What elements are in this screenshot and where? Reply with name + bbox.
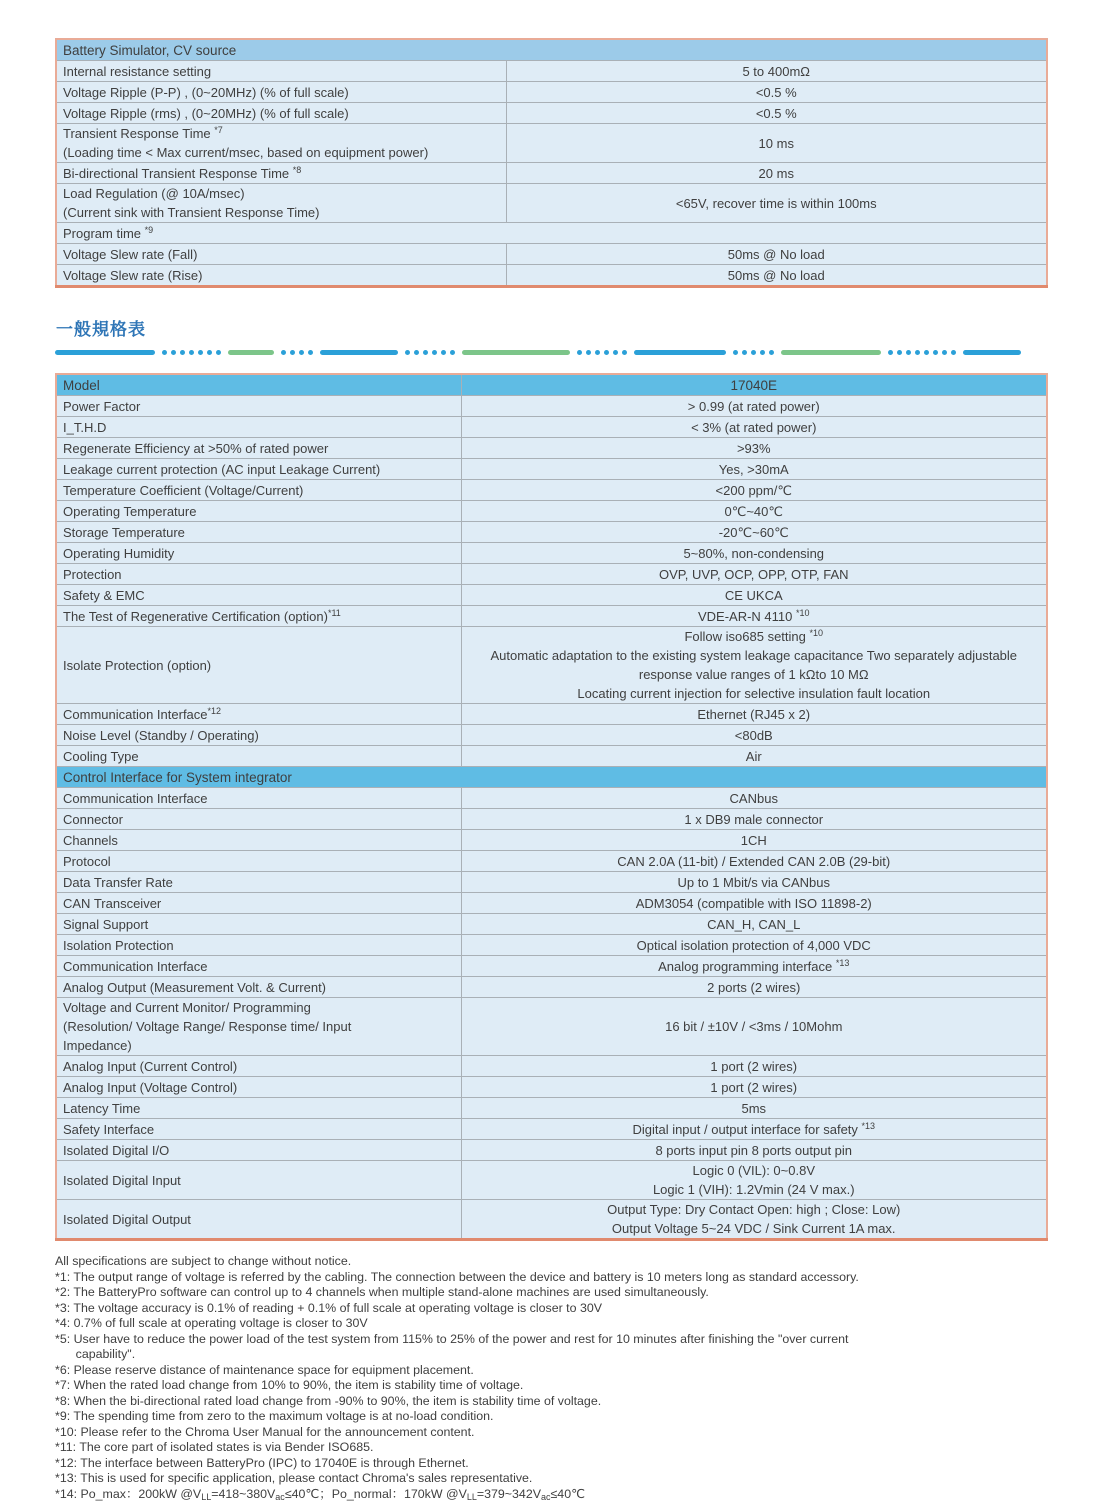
- spec-label-cell: Isolate Protection (option): [56, 627, 461, 704]
- spec-row: [56, 1161, 1047, 1200]
- spec-label-cell: Storage Temperature: [56, 522, 461, 543]
- divider-dot: [308, 350, 313, 355]
- spec-row: [56, 1077, 1047, 1098]
- divider-bar: [228, 350, 274, 355]
- spec-row: [56, 872, 1047, 893]
- general-spec-table: [55, 373, 1048, 1241]
- divider-bar: [634, 350, 726, 355]
- spec-row: [56, 103, 1047, 124]
- spec-label-cell: Analog Input (Voltage Control): [56, 1077, 461, 1098]
- divider-dot: [162, 350, 167, 355]
- divider-dot: [888, 350, 893, 355]
- spec-row: [56, 725, 1047, 746]
- divider-dot: [290, 350, 295, 355]
- divider-dot: [577, 350, 582, 355]
- spec-row: [56, 543, 1047, 564]
- spec-value-cell: <80dB: [461, 725, 1047, 746]
- spec-row: [56, 82, 1047, 103]
- spec-row: [56, 977, 1047, 998]
- footnote-line: *11: The core part of isolated states is via Bender ISO685.: [55, 1440, 1048, 1456]
- spec-value-cell: Follow iso685 setting $^{*10}$ Automatic adaptation to the existing system leakage capacitance Two separately adjustable response value ranges of 1 kΩto 10 MΩ Locating current injection for selective insulation fault location: [461, 627, 1047, 704]
- divider-dot: [216, 350, 221, 355]
- spec-label-cell: Isolation Protection: [56, 935, 461, 956]
- spec-row: [56, 998, 1047, 1056]
- spec-row: [56, 956, 1047, 977]
- spec-label-cell: Transient Response Time $^{*7}$ (Loading time < Max current/msec, based on equipment power): [56, 124, 506, 163]
- spec-label-cell: Voltage and Current Monitor/ Programming (Resolution/ Voltage Range/ Response time/ Input Impedance): [56, 998, 461, 1056]
- spec-label-cell: Protocol: [56, 851, 461, 872]
- spec-label-cell: Safety Interface: [56, 1119, 461, 1140]
- footnote-line: All specifications are subject to change without notice.: [55, 1254, 1048, 1270]
- spec-label-cell: Safety & EMC: [56, 585, 461, 606]
- spec-row: [56, 830, 1047, 851]
- spec-row: [56, 1140, 1047, 1161]
- spec-value-cell: > 0.99 (at rated power): [461, 396, 1047, 417]
- divider-bar: [55, 350, 155, 355]
- divider-dot: [423, 350, 428, 355]
- spec-value-cell: Yes, >30mA: [461, 459, 1047, 480]
- spec-label-cell: Channels: [56, 830, 461, 851]
- spec-row: [56, 459, 1047, 480]
- divider-dot: [299, 350, 304, 355]
- spec-value-cell: <200 ppm/℃: [461, 480, 1047, 501]
- spec-label-cell: Operating Temperature: [56, 501, 461, 522]
- spec-row: [56, 585, 1047, 606]
- spec-label-cell: The Test of Regenerative Certification (option)$^{*11}$: [56, 606, 461, 627]
- spec-value-cell: 5 to 400mΩ: [506, 61, 1047, 82]
- spec-row: [56, 244, 1047, 265]
- divider-dot: [586, 350, 591, 355]
- divider-dot: [595, 350, 600, 355]
- spec-value-cell: Analog programming interface $^{*13}$: [461, 956, 1047, 977]
- divider-dot: [897, 350, 902, 355]
- spec-value-cell: 0℃~40℃: [461, 501, 1047, 522]
- model-header-row: [56, 374, 1047, 396]
- spec-value-cell: 16 bit / ±10V / <3ms / 10Mohm: [461, 998, 1047, 1056]
- spec-label-cell: Connector: [56, 809, 461, 830]
- footnote-line: *2: The BatteryPro software can control up to 4 channels when multiple stand-alone machines are used simultaneously.: [55, 1285, 1048, 1301]
- divider-bar: [462, 350, 570, 355]
- divider-dot: [281, 350, 286, 355]
- divider-dot: [742, 350, 747, 355]
- spec-label-cell: Voltage Ripple (P-P) , (0~20MHz) (% of full scale): [56, 82, 506, 103]
- spec-value-cell: -20℃~60℃: [461, 522, 1047, 543]
- footnote-line: *10: Please refer to the Chroma User Manual for the announcement content.: [55, 1425, 1048, 1441]
- spec-value-cell: Optical isolation protection of 4,000 VDC: [461, 935, 1047, 956]
- footnotes: [55, 1254, 1048, 1502]
- spec-value-cell: Output Type: Dry Contact Open: high ; Close: Low) Output Voltage 5~24 VDC / Sink Current 1A max.: [461, 1200, 1047, 1240]
- footnote-line: *3: The voltage accuracy is 0.1% of reading + 0.1% of full scale at operating voltage is closer to 30V: [55, 1301, 1048, 1317]
- spec-label-cell: Load Regulation (@ 10A/msec) (Current sink with Transient Response Time): [56, 184, 506, 223]
- footnote-line: *12: The interface between BatteryPro (IPC) to 17040E is through Ethernet.: [55, 1456, 1048, 1472]
- spec-row: [56, 606, 1047, 627]
- spec-value-cell: CAN 2.0A (11-bit) / Extended CAN 2.0B (29-bit): [461, 851, 1047, 872]
- spec-label-cell: Operating Humidity: [56, 543, 461, 564]
- spec-value-cell: < 3% (at rated power): [461, 417, 1047, 438]
- spec-label-cell: Leakage current protection (AC input Leakage Current): [56, 459, 461, 480]
- divider-dot: [733, 350, 738, 355]
- spec-label-cell: Internal resistance setting: [56, 61, 506, 82]
- spec-label-cell: Signal Support: [56, 914, 461, 935]
- divider-dot: [760, 350, 765, 355]
- spec-value-cell: 20 ms: [506, 163, 1047, 184]
- divider-dot: [207, 350, 212, 355]
- spec-value-cell: CAN_H, CAN_L: [461, 914, 1047, 935]
- divider-dot: [180, 350, 185, 355]
- spec-label-cell: Regenerate Efficiency at >50% of rated power: [56, 438, 461, 459]
- spec-row: [56, 480, 1047, 501]
- divider-dot: [432, 350, 437, 355]
- spec-value-cell: 1 port (2 wires): [461, 1056, 1047, 1077]
- spec-label-cell: CAN Transceiver: [56, 893, 461, 914]
- spec-value-cell: Up to 1 Mbit/s via CANbus: [461, 872, 1047, 893]
- spec-value-cell: Ethernet (RJ45 x 2): [461, 704, 1047, 725]
- spec-label-cell: Data Transfer Rate: [56, 872, 461, 893]
- spec-row: [56, 438, 1047, 459]
- decorative-divider: [55, 349, 1048, 356]
- divider-dot: [751, 350, 756, 355]
- spec-row: [56, 501, 1047, 522]
- spec-label-cell: Analog Input (Current Control): [56, 1056, 461, 1077]
- spec-row: [56, 914, 1047, 935]
- model-header-value-cell: 17040E: [461, 374, 1047, 396]
- spec-value-cell: 5ms: [461, 1098, 1047, 1119]
- general-spec-section-title: 一般規格表: [56, 315, 1048, 340]
- spec-row: [56, 1098, 1047, 1119]
- divider-dot: [414, 350, 419, 355]
- spec-row: [56, 935, 1047, 956]
- battery-table-header: [56, 39, 1047, 61]
- spec-value-cell: CANbus: [461, 788, 1047, 809]
- spec-value-cell: CE UKCA: [461, 585, 1047, 606]
- spec-row: [56, 564, 1047, 585]
- spec-label-cell: Voltage Slew rate (Rise): [56, 265, 506, 287]
- divider-dot: [198, 350, 203, 355]
- spec-value-cell: <0.5 %: [506, 103, 1047, 124]
- spec-row: [56, 851, 1047, 872]
- spec-row: [56, 1119, 1047, 1140]
- spec-row: [56, 893, 1047, 914]
- spec-value-cell: ADM3054 (compatible with ISO 11898-2): [461, 893, 1047, 914]
- divider-bar: [963, 350, 1021, 355]
- model-header-label-cell: Model: [56, 374, 461, 396]
- divider-dot: [906, 350, 911, 355]
- spec-row: [56, 265, 1047, 287]
- spec-row: [56, 223, 1047, 244]
- footnote-line: *4: 0.7% of full scale at operating voltage is closer to 30V: [55, 1316, 1048, 1332]
- divider-dot: [915, 350, 920, 355]
- spec-row: [56, 417, 1047, 438]
- divider-dot: [171, 350, 176, 355]
- spec-label-cell: Protection: [56, 564, 461, 585]
- spec-label-cell: Isolated Digital Output: [56, 1200, 461, 1240]
- spec-label-cell: Latency Time: [56, 1098, 461, 1119]
- spec-label-cell: Bi-directional Transient Response Time $^{*8}$: [56, 163, 506, 184]
- spec-value-cell: VDE-AR-N 4110 $^{*10}$: [461, 606, 1047, 627]
- spec-row: [56, 522, 1047, 543]
- spec-value-cell: Digital input / output interface for safety $^{*13}$: [461, 1119, 1047, 1140]
- spec-row: [56, 61, 1047, 82]
- footnote-line: *13: This is used for specific application, please contact Chroma's sales representative.: [55, 1471, 1048, 1487]
- spec-row: [56, 163, 1047, 184]
- footnote-line: *9: The spending time from zero to the maximum voltage is at no-load condition.: [55, 1409, 1048, 1425]
- spec-value-cell: OVP, UVP, OCP, OPP, OTP, FAN: [461, 564, 1047, 585]
- spec-label-cell: Communication Interface: [56, 956, 461, 977]
- spec-value-cell: >93%: [461, 438, 1047, 459]
- spec-value-cell: Logic 0 (VIL): 0~0.8V Logic 1 (VIH): 1.2Vmin (24 V max.): [461, 1161, 1047, 1200]
- spec-value-cell: 1 x DB9 male connector: [461, 809, 1047, 830]
- spec-value-cell: Air: [461, 746, 1047, 767]
- footnote-line: *1: The output range of voltage is referred by the cabling. The connection between the device and battery is 10 meters long as standard accessory.: [55, 1270, 1048, 1286]
- spec-value-cell: 50ms @ No load: [506, 244, 1047, 265]
- divider-dot: [951, 350, 956, 355]
- spec-label-cell: Noise Level (Standby / Operating): [56, 725, 461, 746]
- battery-table-header-cell: Battery Simulator, CV source: [56, 39, 1047, 61]
- spec-value-cell: 1 port (2 wires): [461, 1077, 1047, 1098]
- spec-label-cell: Voltage Ripple (rms) , (0~20MHz) (% of full scale): [56, 103, 506, 124]
- spec-label-cell: Program time $^{*9}$: [56, 223, 1047, 244]
- spec-value-cell: 10 ms: [506, 124, 1047, 163]
- spec-label-cell: Cooling Type: [56, 746, 461, 767]
- divider-dot: [942, 350, 947, 355]
- spec-row: [56, 746, 1047, 767]
- section-header-row: [56, 767, 1047, 788]
- divider-dot: [933, 350, 938, 355]
- spec-label-cell: Power Factor: [56, 396, 461, 417]
- spec-row: [56, 704, 1047, 725]
- divider-dot: [622, 350, 627, 355]
- spec-value-cell: <0.5 %: [506, 82, 1047, 103]
- footnote-line: *14: Po_max：200kW $@V_{LL}=418\sim 380V_{ac}\le 40℃$；Po_normal：170kW $@V_{LL}=379\sim 342V_{ac}\le 40℃$: [55, 1487, 1048, 1502]
- spec-value-cell: 5~80%, non-condensing: [461, 543, 1047, 564]
- spec-row: [56, 1200, 1047, 1240]
- spec-row: [56, 184, 1047, 223]
- spec-label-cell: Temperature Coefficient (Voltage/Current): [56, 480, 461, 501]
- spec-row: [56, 809, 1047, 830]
- divider-dot: [613, 350, 618, 355]
- spec-label-cell: Analog Output (Measurement Volt. & Current): [56, 977, 461, 998]
- spec-label-cell: Communication Interface: [56, 788, 461, 809]
- spec-value-cell: 1CH: [461, 830, 1047, 851]
- footnote-line: *6: Please reserve distance of maintenance space for equipment placement.: [55, 1363, 1048, 1379]
- section-header-cell: Control Interface for System integrator: [56, 767, 1047, 788]
- footnote-line: *8: When the bi-directional rated load change from -90% to 90%, the item is stability time of voltage.: [55, 1394, 1048, 1410]
- divider-dot: [189, 350, 194, 355]
- divider-bar: [781, 350, 881, 355]
- spec-value-cell: 8 ports input pin 8 ports output pin: [461, 1140, 1047, 1161]
- footnote-line: *5: User have to reduce the power load of the test system from 115% to 25% of the power and rest for 10 minutes after finishing the "over current capability".: [55, 1332, 1048, 1363]
- divider-dot: [769, 350, 774, 355]
- spec-label-cell: Voltage Slew rate (Fall): [56, 244, 506, 265]
- divider-dot: [924, 350, 929, 355]
- spec-row: [56, 627, 1047, 704]
- spec-row: [56, 124, 1047, 163]
- spec-row: [56, 396, 1047, 417]
- divider-dot: [450, 350, 455, 355]
- battery-simulator-table: [55, 38, 1048, 288]
- spec-label-cell: Communication Interface$^{*12}$: [56, 704, 461, 725]
- divider-dot: [441, 350, 446, 355]
- spec-value-cell: 50ms @ No load: [506, 265, 1047, 287]
- spec-row: [56, 788, 1047, 809]
- spec-label-cell: Isolated Digital Input: [56, 1161, 461, 1200]
- divider-bar: [320, 350, 398, 355]
- spec-label-cell: Isolated Digital I/O: [56, 1140, 461, 1161]
- spec-value-cell: <65V, recover time is within 100ms: [506, 184, 1047, 223]
- spec-value-cell: 2 ports (2 wires): [461, 977, 1047, 998]
- footnote-line: *7: When the rated load change from 10% to 90%, the item is stability time of voltage.: [55, 1378, 1048, 1394]
- spec-label-cell: I_T.H.D: [56, 417, 461, 438]
- spec-row: [56, 1056, 1047, 1077]
- divider-dot: [405, 350, 410, 355]
- divider-dot: [604, 350, 609, 355]
